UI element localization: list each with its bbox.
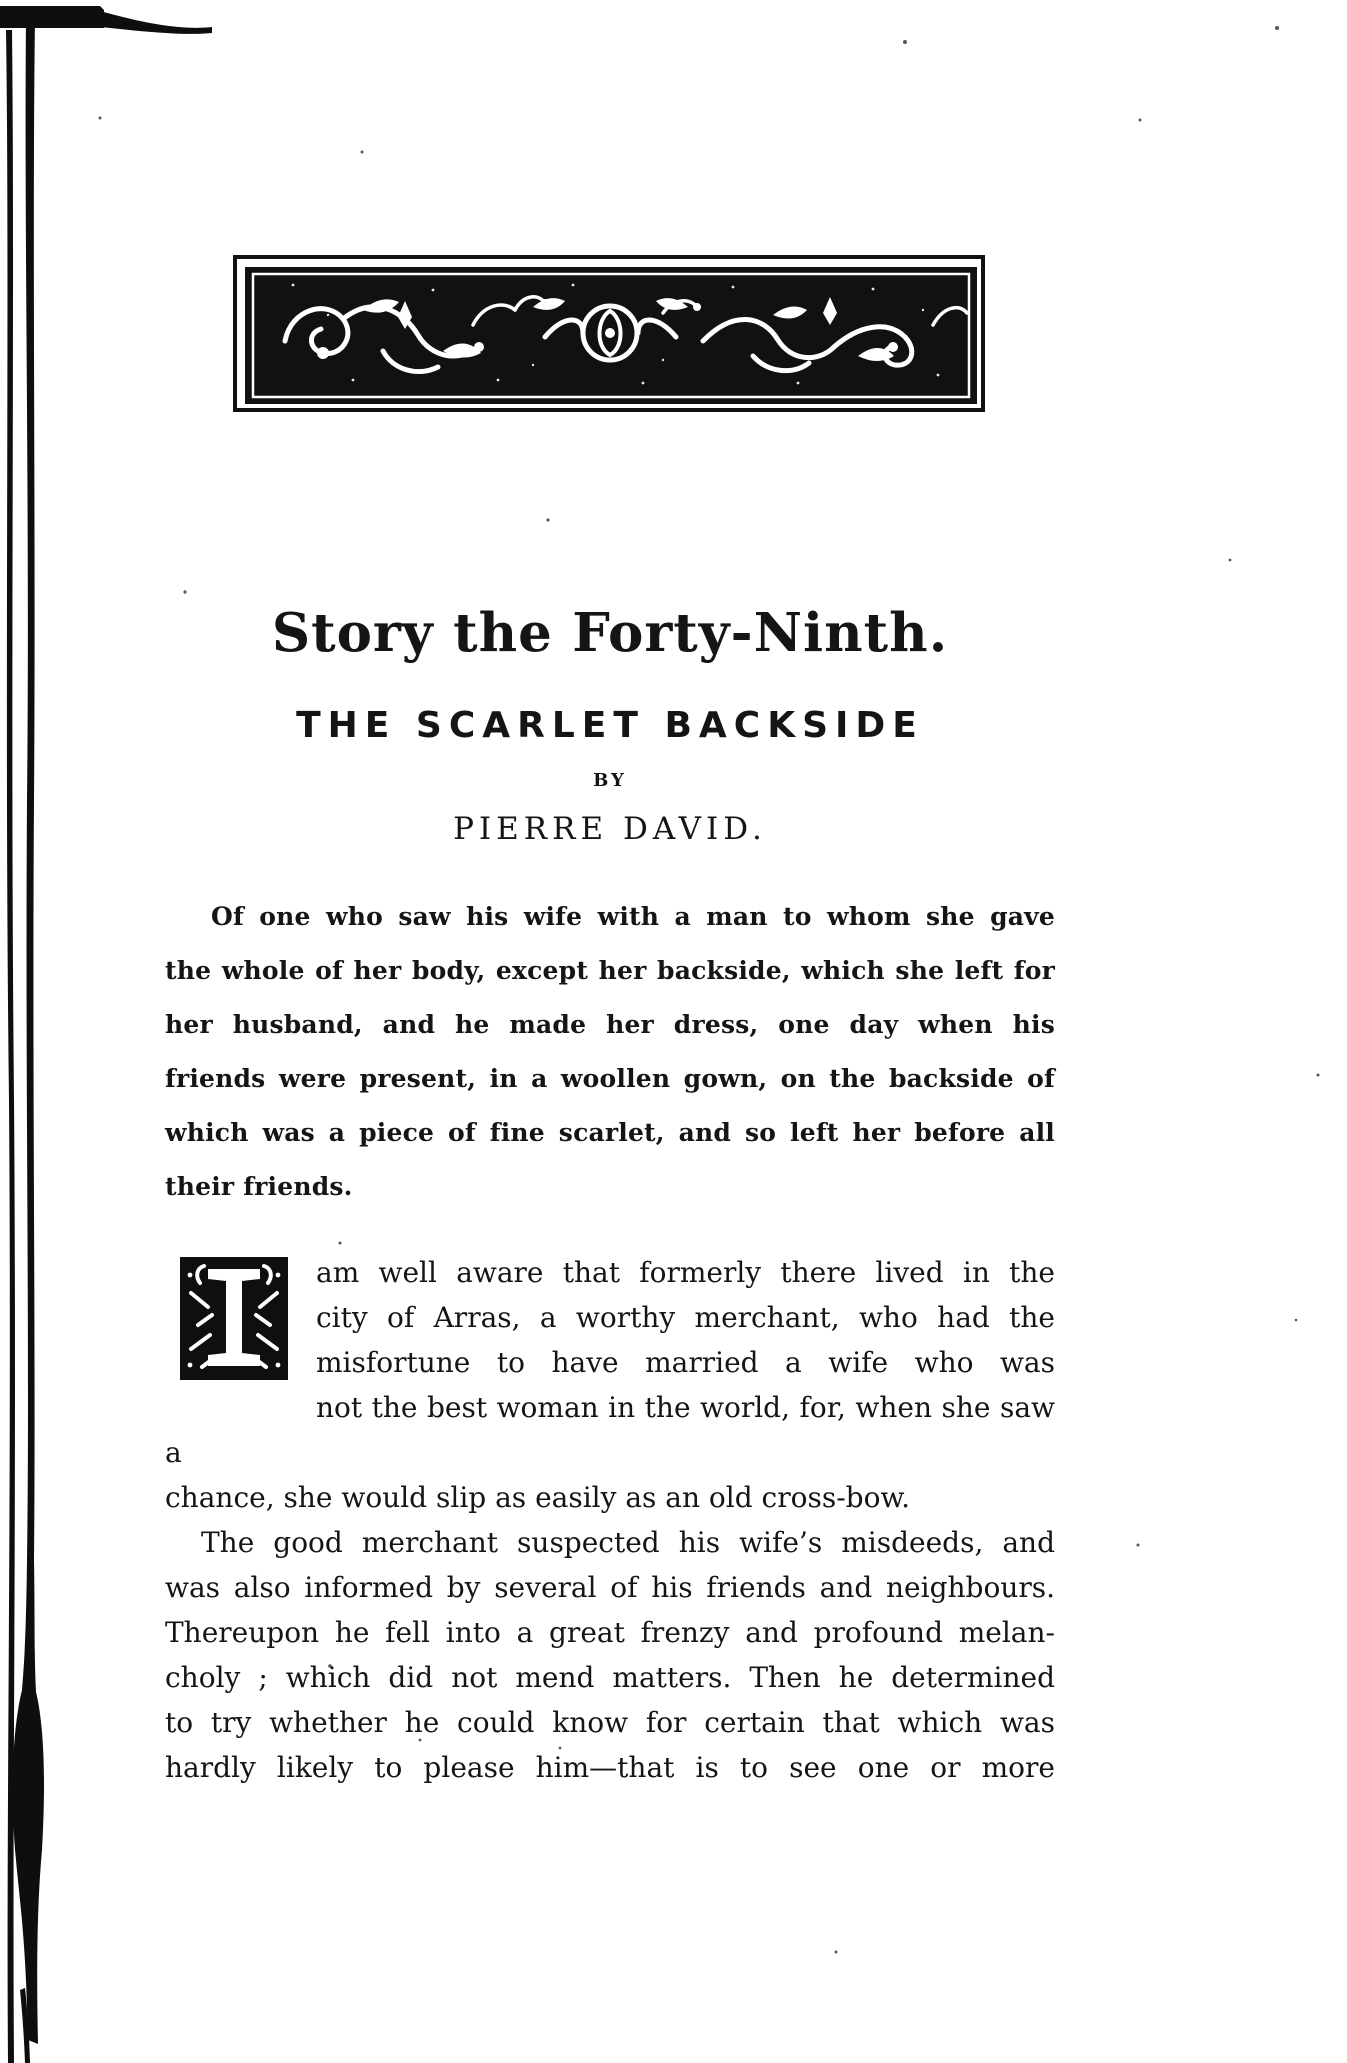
story-summary: [165, 890, 1055, 1214]
summary-line: Of one who saw his wife with a man to whom she gave: [211, 901, 1055, 931]
text-line: choly ; which did not mend matters. Then he determined: [165, 1660, 1055, 1694]
decorated-initial-I: [178, 1255, 290, 1382]
story-body: [165, 1250, 1055, 1790]
text-line: not the best woman in the world, for, when she saw a: [165, 1390, 1055, 1469]
body-paragraph-2: [165, 1520, 1055, 1790]
ornamental-header-banner: [233, 255, 988, 415]
summary-line: their friends.: [165, 1171, 353, 1201]
byline-label: BY: [593, 769, 627, 791]
summary-line: friends were present, in a woollen gown, on the backside of: [165, 1063, 1055, 1093]
text-line: am well aware that formerly there lived in the: [316, 1255, 1055, 1289]
text-line: hardly likely to please him—that is to see one or more: [165, 1750, 1055, 1784]
summary-line: the whole of her body, except her backside, which she left for: [165, 955, 1055, 985]
summary-line: her husband, and he made her dress, one day when his: [165, 1009, 1055, 1039]
text-line: city of Arras, a worthy merchant, who had the: [316, 1300, 1055, 1334]
text-line: misfortune to have married a wife who was: [316, 1345, 1055, 1379]
text-line: was also informed by several of his friends and neighbours.: [165, 1570, 1055, 1604]
page-content: [165, 0, 1055, 1790]
story-number-heading: Story the Forty-Ninth.: [271, 602, 949, 664]
author-name: PIERRE DAVID.: [453, 810, 767, 847]
text-line: chance, she would slip as easily as an old cross-bow.: [165, 1480, 911, 1514]
text-line: Thereupon he fell into a great frenzy and profound melan-: [165, 1615, 1055, 1649]
text-line: The good merchant suspected his wife’s misdeeds, and: [201, 1525, 1055, 1559]
body-paragraph-1: [165, 1250, 1055, 1520]
story-title: THE SCARLET BACKSIDE: [296, 704, 924, 746]
summary-line: which was a piece of fine scarlet, and so left her before all: [165, 1117, 1055, 1147]
text-line: to try whether he could know for certain that which was: [165, 1705, 1055, 1739]
